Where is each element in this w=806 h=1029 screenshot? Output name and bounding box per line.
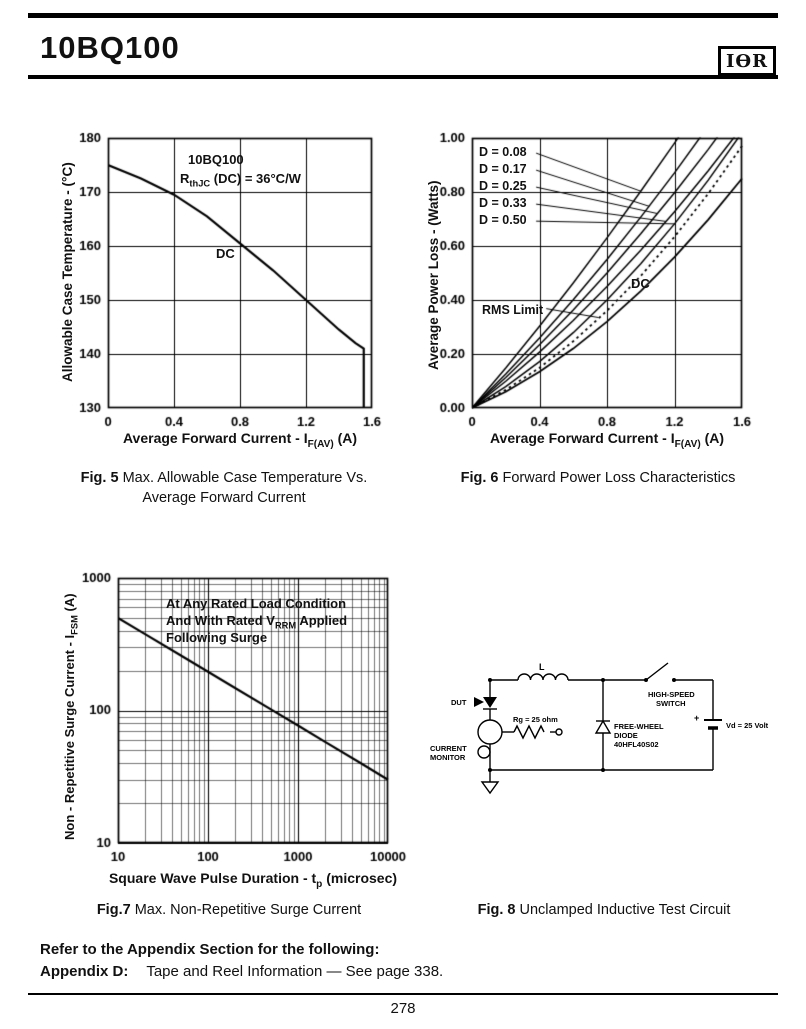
test-circuit-diagram	[418, 640, 790, 810]
gate-resistor-label: Rg = 25 ohm	[513, 715, 558, 724]
fig7-annotation-line2-pre: And With Rated V	[166, 613, 275, 628]
fig5-x-axis-pre: Average Forward Current - I	[122, 430, 308, 446]
fig7-annotation-line2	[166, 613, 348, 631]
fig6-caption-number: Fig. 6	[460, 470, 499, 486]
current-monitor-label-1: CURRENT	[430, 744, 467, 753]
fig6-plot-canvas	[416, 126, 780, 440]
ir-logo-text: IƟR	[725, 50, 769, 72]
ir-logo	[718, 46, 776, 76]
fig7-x-axis-post: (microsec)	[322, 870, 398, 886]
fig6-duty-label-025: D = 0.25	[479, 179, 527, 193]
freewheel-diode-label-3: 40HFL40S02	[614, 740, 659, 749]
fig7-annotation-line2-post: Applied	[296, 613, 348, 628]
dut-pointer-arrow	[474, 697, 484, 707]
inductor-label: L	[539, 662, 545, 672]
fig5-x-axis-post: (A)	[333, 430, 358, 446]
fig5-y-axis-title	[60, 162, 75, 382]
fig8-test-circuit	[418, 640, 790, 815]
battery-plus-sign: +	[694, 713, 700, 723]
current-monitor-loop	[478, 746, 490, 758]
fig7-y-axis-post: (A)	[62, 593, 77, 616]
page-number: 278	[390, 1000, 416, 1017]
fig5-annotation-part-number: 10BQ100	[188, 152, 244, 167]
appendix-d-text: Tape and Reel Information — See page 338.	[146, 963, 444, 980]
junction-dot	[601, 678, 605, 682]
pulse-generator-symbol	[478, 720, 502, 744]
junction-dot	[488, 768, 492, 772]
switch-contact-dot	[644, 678, 648, 682]
fig6-duty-label-050: D = 0.50	[479, 213, 527, 227]
fig7-caption-text: Max. Non-Repetitive Surge Current	[130, 902, 362, 918]
fig5-x-axis-sub: F(AV)	[307, 438, 334, 450]
fig7-y-axis-pre: Non - Repetitive Surge Current - I	[62, 634, 77, 840]
fig7-annotation-line3: Following Surge	[166, 630, 268, 645]
fig7-x-axis-pre: Square Wave Pulse Duration - t	[108, 870, 317, 886]
fig5-annotation-rthjc	[180, 171, 301, 189]
switch-blade	[646, 663, 668, 680]
fig5-rthjc-post: (DC) = 36°C/W	[210, 171, 301, 186]
circuit-wires	[478, 663, 722, 793]
fig6-y-axis-text: Average Power Loss - (Watts)	[426, 180, 441, 370]
switch-contact-dot	[672, 678, 676, 682]
fig7-annotation-line2-sub: RRM	[274, 620, 297, 631]
freewheel-diode-label-1: FREE-WHEEL	[614, 722, 664, 731]
fig6-y-axis-title	[426, 180, 441, 370]
page-title: 10BQ100	[40, 30, 180, 65]
fig7-surge-current-chart	[54, 568, 410, 902]
fig8-caption-number: Fig. 8	[477, 902, 516, 918]
fig5-caption-line2: Average Forward Current	[142, 490, 306, 506]
fig8-caption	[418, 900, 790, 920]
fig5-x-axis-title	[76, 430, 404, 450]
fig5-caption-text: Max. Allowable Case Temperature Vs.	[118, 470, 368, 486]
ground-symbol	[482, 782, 498, 793]
appendix-d-label: Appendix D:	[40, 963, 129, 980]
appendix-reference-heading: Refer to the Appendix Section for the following:	[40, 941, 380, 958]
dut-diode-symbol	[483, 697, 497, 708]
fig6-caption	[416, 468, 780, 488]
fig6-duty-label-008: D = 0.08	[479, 145, 527, 159]
freewheel-diode-label-2: DIODE	[614, 731, 638, 740]
header-rule	[28, 75, 778, 79]
dut-label: DUT	[451, 698, 467, 707]
gate-resistor-symbol	[514, 726, 544, 738]
gate-terminal	[556, 729, 562, 735]
appendix-reference-line	[40, 963, 443, 980]
fig7-annotation	[166, 595, 347, 646]
battery-voltage-label: Vd = 25 Volt	[726, 721, 769, 730]
fig7-caption-number: Fig.7	[96, 902, 131, 918]
fig7-y-axis-title	[62, 593, 80, 840]
fig6-power-loss-chart	[416, 126, 780, 466]
fig5-y-axis-text: Allowable Case Temperature - (°C)	[60, 162, 75, 382]
junction-dot	[601, 768, 605, 772]
fig5-rthjc-pre: R	[180, 171, 190, 186]
fig7-annotation-line1: At Any Rated Load Condition	[166, 596, 347, 611]
fig6-duty-label-017: D = 0.17	[479, 162, 527, 176]
fig8-caption-text: Unclamped Inductive Test Circuit	[515, 902, 731, 918]
fig7-y-axis-sub: FSM	[69, 615, 80, 635]
fig6-x-axis-sub: F(AV)	[674, 438, 701, 450]
inductor-symbol	[518, 674, 568, 680]
fig5-case-temperature-chart	[52, 126, 408, 466]
current-monitor-label-2: MONITOR	[430, 753, 466, 762]
fig6-dc-curve-label: DC	[631, 276, 650, 291]
fig7-x-axis-title	[88, 870, 418, 890]
bottom-rule	[28, 993, 778, 995]
fig7-caption	[54, 900, 404, 920]
fig5-rthjc-sub: thJC	[189, 178, 211, 189]
fig6-x-axis-pre: Average Forward Current - I	[489, 430, 675, 446]
switch-label-2: SWITCH	[656, 699, 686, 708]
top-rule	[28, 13, 778, 18]
fig6-x-axis-title	[442, 430, 772, 450]
fig6-duty-label-033: D = 0.33	[479, 196, 527, 210]
fig5-caption-number: Fig. 5	[80, 470, 119, 486]
junction-dot	[488, 678, 492, 682]
fig6-rms-limit-label: RMS Limit	[482, 303, 544, 317]
fig6-x-axis-post: (A)	[700, 430, 725, 446]
fig7-x-axis-sub: p	[316, 878, 323, 890]
freewheel-diode-symbol	[596, 721, 610, 733]
fig6-caption-text: Forward Power Loss Characteristics	[498, 470, 736, 486]
fig5-dc-curve-label: DC	[216, 246, 235, 261]
switch-label-1: HIGH-SPEED	[648, 690, 695, 699]
fig5-caption	[52, 468, 396, 508]
